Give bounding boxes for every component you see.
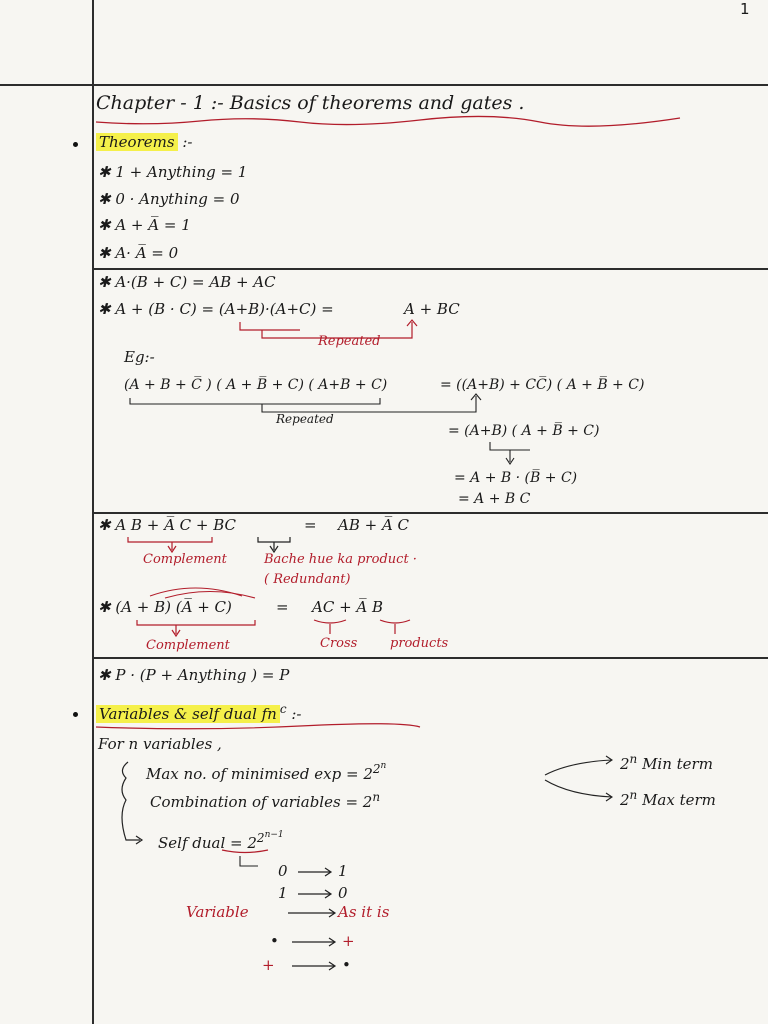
- consensus-line: ✱ A B + A̅ C + BC: [98, 516, 237, 534]
- repeated-label: Repeated: [318, 334, 381, 349]
- consensus-line: ✱ (A + B) (A̅ + C): [98, 598, 232, 616]
- max-minimised-line: [146, 761, 386, 783]
- example-step: = A + B C: [458, 491, 531, 507]
- absorption-line: ✱ P · (P + Anything ) = P: [98, 666, 290, 684]
- min-term-base: 2: [620, 755, 630, 773]
- map-to: •: [342, 956, 351, 974]
- example-result: = ((A+B) + CC̅) ( A + B̅ + C): [440, 377, 645, 393]
- map-to: As it is: [338, 903, 390, 921]
- map-from: +: [262, 956, 275, 974]
- distributive-line: ✱ A + (B · C) = (A+B)·(A+C) =: [98, 300, 334, 318]
- exponent: [373, 762, 386, 776]
- theorems-heading: [96, 133, 192, 151]
- distributive-result: A + BC: [404, 300, 460, 318]
- self-dual-base: 2: [256, 831, 265, 845]
- distributive-line: ✱ A·(B + C) = AB + AC: [98, 273, 276, 291]
- example-expression: (A + B + C̅ ) ( A + B̅ + C) ( A+B + C): [124, 377, 388, 393]
- max-minimised-text: Max no. of minimised exp = 2: [146, 765, 373, 783]
- min-term-label: Min term: [642, 755, 713, 773]
- min-term-power: n: [629, 752, 638, 766]
- cross-label: Cross: [320, 636, 358, 651]
- ruled-line: [0, 84, 768, 86]
- theorem-item: ✱ 1 + Anything = 1: [98, 163, 248, 181]
- section-divider: [92, 512, 768, 514]
- self-dual-text: Self dual = 2: [158, 834, 257, 852]
- equals-sign: =: [304, 516, 317, 534]
- map-from: •: [270, 932, 279, 950]
- complement-label: Complement: [143, 552, 227, 567]
- example-step: = (A+B) ( A + B̅ + C): [448, 423, 600, 439]
- exponent-power: n: [380, 761, 387, 771]
- theorem-item: ✱ A + A̅ = 1: [98, 216, 191, 234]
- repeated-label: Repeated: [276, 412, 334, 426]
- combination-power: n: [372, 790, 381, 804]
- max-term-power: n: [629, 788, 638, 802]
- theorem-item: ✱ 0 · Anything = 0: [98, 190, 240, 208]
- map-from: 1: [278, 884, 288, 902]
- variables-heading: [96, 702, 302, 723]
- redundant-label: ( Redundant): [264, 572, 351, 587]
- example-label: Eg:-: [124, 348, 155, 366]
- map-to: 1: [338, 862, 348, 880]
- map-to: 0: [338, 884, 348, 902]
- section-divider: [92, 657, 768, 659]
- heading-suffix: :-: [291, 705, 302, 723]
- map-from: Variable: [186, 903, 249, 921]
- map-to: +: [342, 932, 355, 950]
- self-dual-line: [158, 830, 284, 852]
- combination-text: Combination of variables = 2: [150, 793, 373, 811]
- max-term-base: 2: [620, 791, 630, 809]
- complement-label: Complement: [146, 638, 230, 653]
- self-dual-power: n−1: [264, 830, 284, 840]
- combination-line: [150, 790, 380, 811]
- products-label: products: [390, 636, 449, 651]
- section-divider: [92, 268, 768, 270]
- example-step: = A + B · (B̅ + C): [454, 470, 578, 486]
- heading-suffix: :-: [182, 133, 193, 151]
- consensus-result: AC + A̅ B: [312, 598, 384, 616]
- theorem-item: ✱ A· A̅ = 0: [98, 244, 179, 262]
- bache-label: Bache hue ka product ·: [264, 552, 417, 567]
- for-n-variables: For n variables ,: [98, 735, 222, 753]
- bullet: [73, 142, 78, 147]
- consensus-result: AB + A̅ C: [338, 516, 410, 534]
- max-term: [620, 788, 716, 809]
- heading-superscript: c: [279, 702, 287, 716]
- max-term-label: Max term: [642, 791, 716, 809]
- map-from: 0: [278, 862, 288, 880]
- equals-sign: =: [276, 598, 289, 616]
- theorems-heading-text: Theorems: [96, 133, 178, 151]
- self-dual-exponent: [257, 831, 284, 845]
- exponent-base: 2: [372, 762, 381, 776]
- min-term: [620, 752, 713, 773]
- chapter-title: Chapter - 1 :- Basics of theorems and gates .: [96, 92, 525, 114]
- variables-heading-text: Variables & self dual fn: [96, 705, 280, 723]
- bullet: [73, 712, 78, 717]
- page-number: 1: [740, 0, 750, 18]
